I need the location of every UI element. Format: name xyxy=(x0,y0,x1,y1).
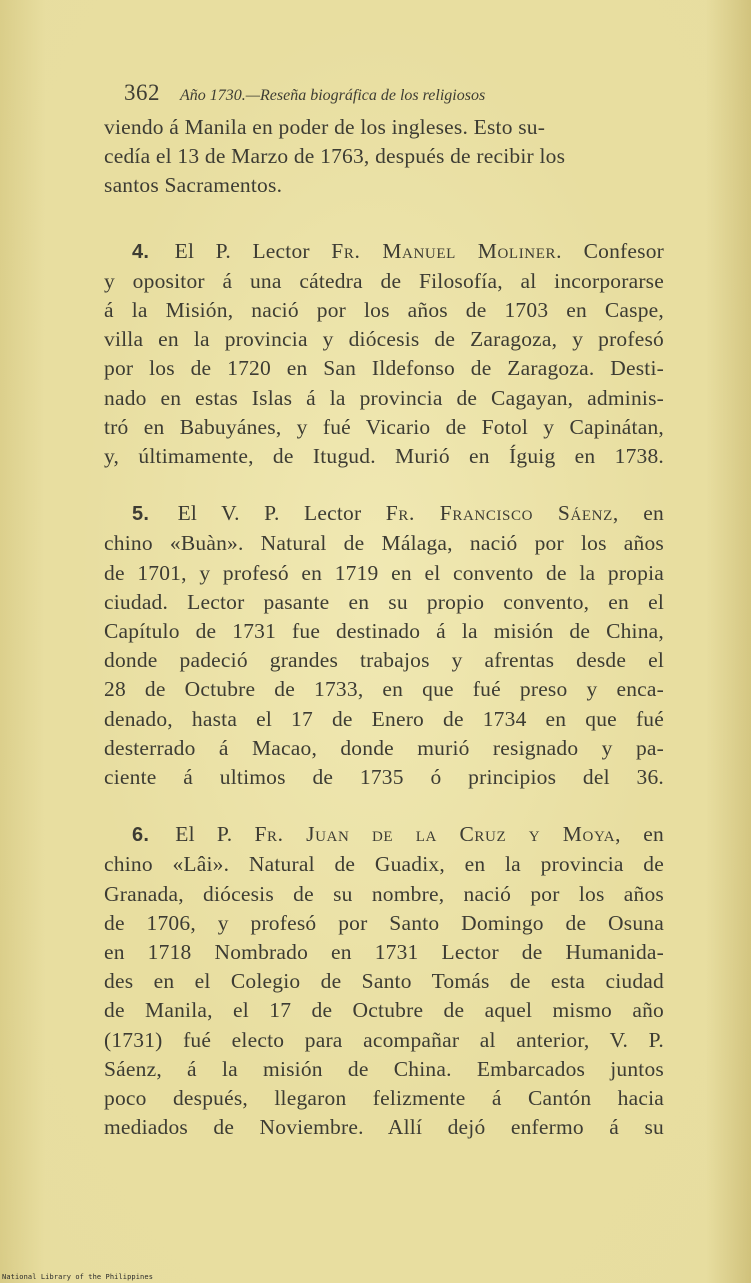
entry-number: 4. xyxy=(132,240,150,263)
text-line: y opositor á una cátedra de Filosofía, al incorporarse xyxy=(104,268,664,293)
text-line: 28 de Octubre de 1733, en que fué preso y enca- xyxy=(104,677,664,702)
page-number: 362 xyxy=(124,80,160,105)
text-line: chino «Buàn». Natural de Málaga, nació por los años xyxy=(104,531,664,556)
entry-heading-line xyxy=(104,820,664,850)
text-line: santos Sacramentos. xyxy=(104,173,283,198)
text-line: nado en estas Islas á la provincia de Cagayan, adminis- xyxy=(104,385,664,410)
entry-title-prefix: El P. Lector xyxy=(174,238,332,263)
paragraph-gap xyxy=(104,792,664,820)
paragraph-continuation xyxy=(104,113,664,201)
text-line: y, últimamente, de Itugud. Murió en Íguig en 1738. xyxy=(104,444,664,469)
entry-number: 5. xyxy=(132,503,150,526)
text-line: desterrado á Macao, donde murió resignado y pa- xyxy=(104,735,664,760)
text-line: ciudad. Lector pasante en su propio convento, en el xyxy=(104,589,664,614)
text-line: tró en Babuyánes, y fué Vicario de Fotol y Capinátan, xyxy=(104,414,664,439)
text-line: mediados de Noviembre. Allí dejó enfermo á su xyxy=(104,1115,664,1140)
text-line: des en el Colegio de Santo Tomás de esta ciudad xyxy=(104,969,664,994)
entry-first-line-rest: Confesor xyxy=(562,238,665,263)
page-header xyxy=(124,80,644,112)
entry-first-line-rest: en xyxy=(618,501,664,526)
text-line: denado, hasta el 17 de Enero de 1734 en que fué xyxy=(104,706,664,731)
text-line: ciente á ultimos de 1735 ó principios del 36. xyxy=(104,765,664,790)
body-text xyxy=(104,113,664,1143)
entry-name: Fr. Francisco Sáenz, xyxy=(385,501,619,526)
text-line: Sáenz, á la misión de China. Embarcados juntos xyxy=(104,1056,664,1081)
entry-6 xyxy=(104,820,664,1142)
entry-heading-line xyxy=(104,499,664,529)
text-line: Granada, diócesis de su nombre, nació por los años xyxy=(104,881,664,906)
entry-name: Fr. Manuel Moliner. xyxy=(331,238,563,263)
text-line: de 1701, y profesó en 1719 en el convento de la propia xyxy=(104,560,664,585)
running-title: Año 1730.—Reseña biográfica de los religiosos xyxy=(180,87,486,104)
entry-title-prefix: El V. P. Lector xyxy=(177,501,386,526)
entry-first-line-rest: en xyxy=(621,822,664,847)
paragraph-gap xyxy=(104,201,664,237)
text-line: villa en la provincia y diócesis de Zaragoza, y profesó xyxy=(104,327,664,352)
text-line: donde padeció grandes trabajos y afrentas desde el xyxy=(104,648,664,673)
text-line: de Manila, el 17 de Octubre de aquel mismo año xyxy=(104,998,664,1023)
text-line: en 1718 Nombrado en 1731 Lector de Humanida- xyxy=(104,940,664,965)
text-line: de 1706, y profesó por Santo Domingo de Osuna xyxy=(104,910,664,935)
text-line: chino «Lâi». Natural de Guadix, en la provincia de xyxy=(104,852,664,877)
text-line: (1731) fué electo para acompañar al anterior, V. P. xyxy=(104,1027,664,1052)
entry-number: 6. xyxy=(132,824,150,847)
entry-title-prefix: El P. xyxy=(175,822,255,847)
text-line: por los de 1720 en San Ildefonso de Zaragoza. Desti- xyxy=(104,356,664,381)
text-line: á la Misión, nació por los años de 1703 en Caspe, xyxy=(104,298,664,323)
text-line: poco después, llegaron felizmente á Cantón hacia xyxy=(104,1086,664,1111)
entry-name: Fr. Juan de la Cruz y Moya, xyxy=(254,822,622,847)
text-line: Capítulo de 1731 fue destinado á la misión de China, xyxy=(104,619,664,644)
paragraph-gap xyxy=(104,471,664,499)
entry-4 xyxy=(104,237,664,472)
library-credit: National Library of the Philippines xyxy=(2,1273,154,1281)
entry-heading-line xyxy=(104,237,664,267)
text-line: viendo á Manila en poder de los ingleses. Esto su- xyxy=(104,115,546,139)
text-line: cedía el 13 de Marzo de 1763, después de recibir los xyxy=(104,144,566,169)
entry-5 xyxy=(104,499,664,792)
